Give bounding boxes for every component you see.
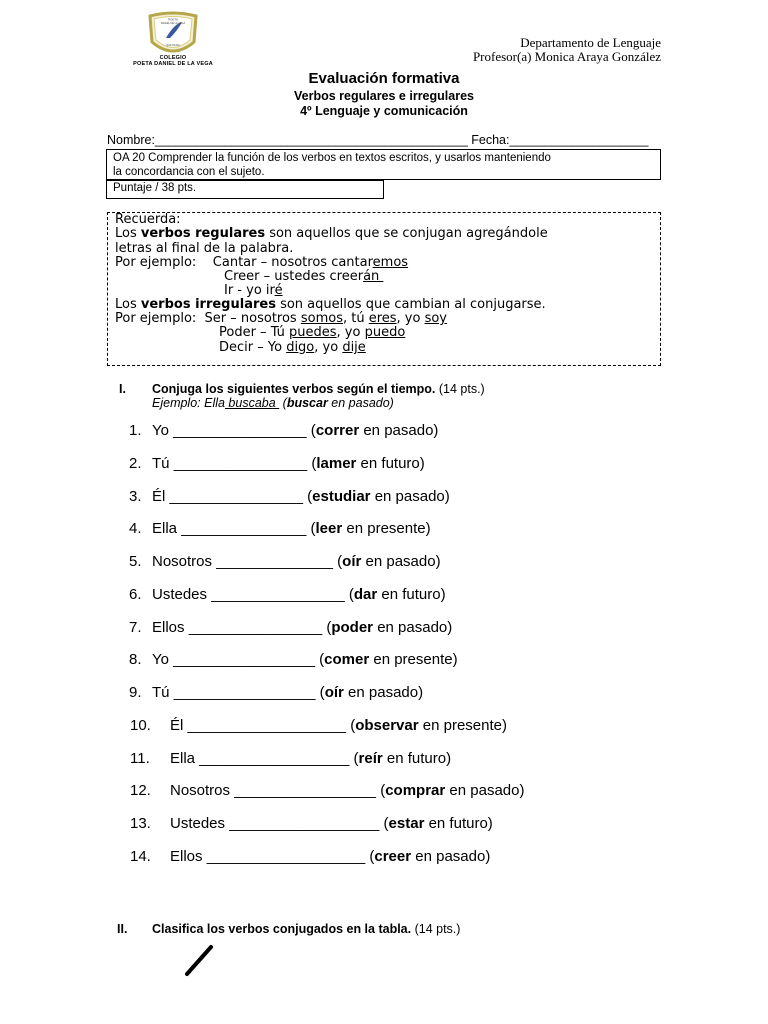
item-subject: Nosotros [152,553,213,570]
list-item: 2. Tú ________________ (lamer en futuro) [129,454,425,472]
item-tense: en pasado) [374,487,450,505]
item-number: 7. [129,618,142,636]
item-tense: en pasado) [415,847,491,865]
item-subject: Nosotros [170,782,231,800]
item-number: 11. [130,749,150,767]
item-subject: Ustedes [152,585,208,603]
item-verb: estar [388,815,425,832]
example-ser: Por ejemplo: Ser – nosotros somos, tú eres, yo soy [115,311,447,326]
answer-blank[interactable]: ___________________ [206,847,366,865]
answer-blank[interactable]: ________________ [173,454,308,472]
item-verb: dar [353,585,378,603]
list-item: 11. Ella __________________ (reír en futuro) [130,749,452,767]
svg-text:POETA: POETA [168,17,178,22]
section-1-instruction: Conjuga los siguientes verbos según el tiempo. (14 pts.) [152,382,485,396]
list-item: 13. Ustedes __________________ (estar en futuro) [130,815,493,832]
answer-blank[interactable]: ________________ [188,618,323,636]
item-subject: Ella [170,749,196,767]
regular-definition-cont: letras al final de la palabra. [115,241,294,256]
answer-blank[interactable]: ________________ [173,422,307,439]
answer-blank[interactable]: ________________ [211,585,345,603]
section-1-example: Ejemplo: Ella buscaba (buscar en pasado) [152,396,394,410]
section-2-number: II. [117,922,128,936]
name-date-line[interactable]: Nombre:_____________________________________________ Fecha:____________________ [107,133,649,147]
item-tense: en futuro) [428,815,493,832]
list-item: 10. Él ___________________ (observar en presente) [130,716,507,734]
list-item: 14. Ellos ___________________ (creer en pasado) [130,847,491,865]
item-tense: en pasado) [377,618,453,636]
item-verb: observar [355,716,419,734]
answer-blank[interactable]: _______________ [181,520,307,538]
regular-definition: Los verbos regulares son aquellos que se conjugan agregándole [115,226,548,241]
item-tense: en futuro) [386,749,452,767]
item-verb: comprar [385,782,446,800]
item-subject: Ella [152,520,178,538]
item-number: 3. [129,487,142,505]
answer-blank[interactable]: _________________ [173,684,316,701]
item-tense: en presente) [346,520,431,538]
item-verb: estudiar [312,487,371,505]
item-tense: en pasado) [363,422,439,439]
item-tense: en presente) [422,716,507,734]
item-tense: en pasado) [449,782,525,800]
answer-blank[interactable]: __________________ [229,815,380,832]
logo-school-name: POETA DANIEL DE LA VEGA [133,61,213,67]
item-number: 8. [129,651,142,669]
item-verb: leer [315,520,343,538]
item-number: 12. [130,782,151,800]
list-item: 12. Nosotros _________________ (comprar en pasado) [130,782,525,800]
list-item: 4. Ella _______________ (leer en presente) [129,520,431,538]
item-subject: Ellos [170,847,203,865]
item-subject: Tú [152,684,170,701]
item-subject: Ustedes [170,815,226,832]
item-subject: Ellos [152,618,185,636]
teacher: Profesor(a) Monica Araya González [472,49,661,64]
item-number: 1. [129,422,142,439]
list-item: 8. Yo _________________ (comer en presente) [129,651,458,669]
item-number: 4. [129,520,142,538]
section-2-instruction: Clasifica los verbos conjugados en la tabla. (14 pts.) [152,922,461,936]
item-tense: en futuro) [360,454,425,472]
irregular-definition: Los verbos irregulares son aquellos que cambian al conjugarse. [115,297,546,312]
list-item: 5. Nosotros ______________ (oír en pasado) [129,553,441,570]
item-number: 13. [130,815,151,832]
item-subject: Yo [152,422,169,439]
objective-text: OA 20 Comprender la función de los verbos en textos escritos, y usarlos manteniendo la concordancia con el sujeto. [113,152,551,178]
item-subject: Él [170,716,184,734]
item-subject: Tú [152,454,170,472]
example-decir: Decir – Yo digo, yo dije [219,340,366,355]
item-number: 14. [130,847,151,865]
answer-blank[interactable]: ________________ [169,487,303,505]
list-item: 1. Yo ________________ (correr en pasado) [129,422,439,439]
example-creer: Creer – ustedes creerán [224,269,384,284]
svg-text:QUILICURA: QUILICURA [166,44,180,47]
item-verb: correr [315,422,360,439]
item-number: 10. [130,716,151,734]
page-course: 4º Lenguaje y comunicación [300,104,468,118]
reminder-title: Recuerda: [115,212,181,227]
item-number: 6. [129,585,142,603]
score-text: Puntaje / 38 pts. [113,182,197,194]
list-item: 3. Él ________________ (estudiar en pasado) [129,487,450,505]
item-tense: en pasado) [348,684,424,701]
list-item: 7. Ellos ________________ (poder en pasado) [129,618,453,636]
item-tense: en presente) [373,651,458,669]
svg-text:DANIEL DE LA VEGA: DANIEL DE LA VEGA [160,22,186,25]
list-item: 9. Tú _________________ (oír en pasado) [129,684,424,701]
item-verb: creer [374,847,412,865]
page-subtitle: Verbos regulares e irregulares [294,89,474,103]
answer-blank[interactable]: __________________ [199,749,350,767]
item-tense: en futuro) [381,585,446,603]
section-1-number: I. [119,382,126,396]
item-number: 2. [129,454,142,472]
department: Departamento de Lenguaje [520,35,661,50]
example-poder: Poder – Tú puedes, yo puedo [219,325,406,340]
item-verb: lamer [316,454,357,472]
page-title: Evaluación formativa [308,70,460,87]
item-number: 9. [129,684,142,701]
example-ir: Ir - yo iré [224,283,283,298]
answer-blank[interactable]: ___________________ [187,716,347,734]
item-subject: Yo [152,651,169,669]
item-subject: Él [152,487,166,505]
answer-blank[interactable]: _________________ [234,782,377,800]
logo-school-label: COLEGIO [159,55,187,61]
item-verb: oír [324,684,344,701]
item-number: 5. [129,553,142,570]
item-verb: reír [358,749,383,767]
list-item: 6. Ustedes ________________ (dar en futuro) [129,585,446,603]
pen-mark [180,940,220,980]
item-tense: en pasado) [365,553,441,570]
answer-blank[interactable]: _________________ [173,651,315,669]
example-cantar: Por ejemplo: Cantar – nosotros cantaremos [115,255,409,270]
item-verb: poder [331,618,374,636]
answer-blank[interactable]: ______________ [216,553,333,570]
item-verb: oír [342,553,362,570]
item-verb: comer [324,651,370,669]
